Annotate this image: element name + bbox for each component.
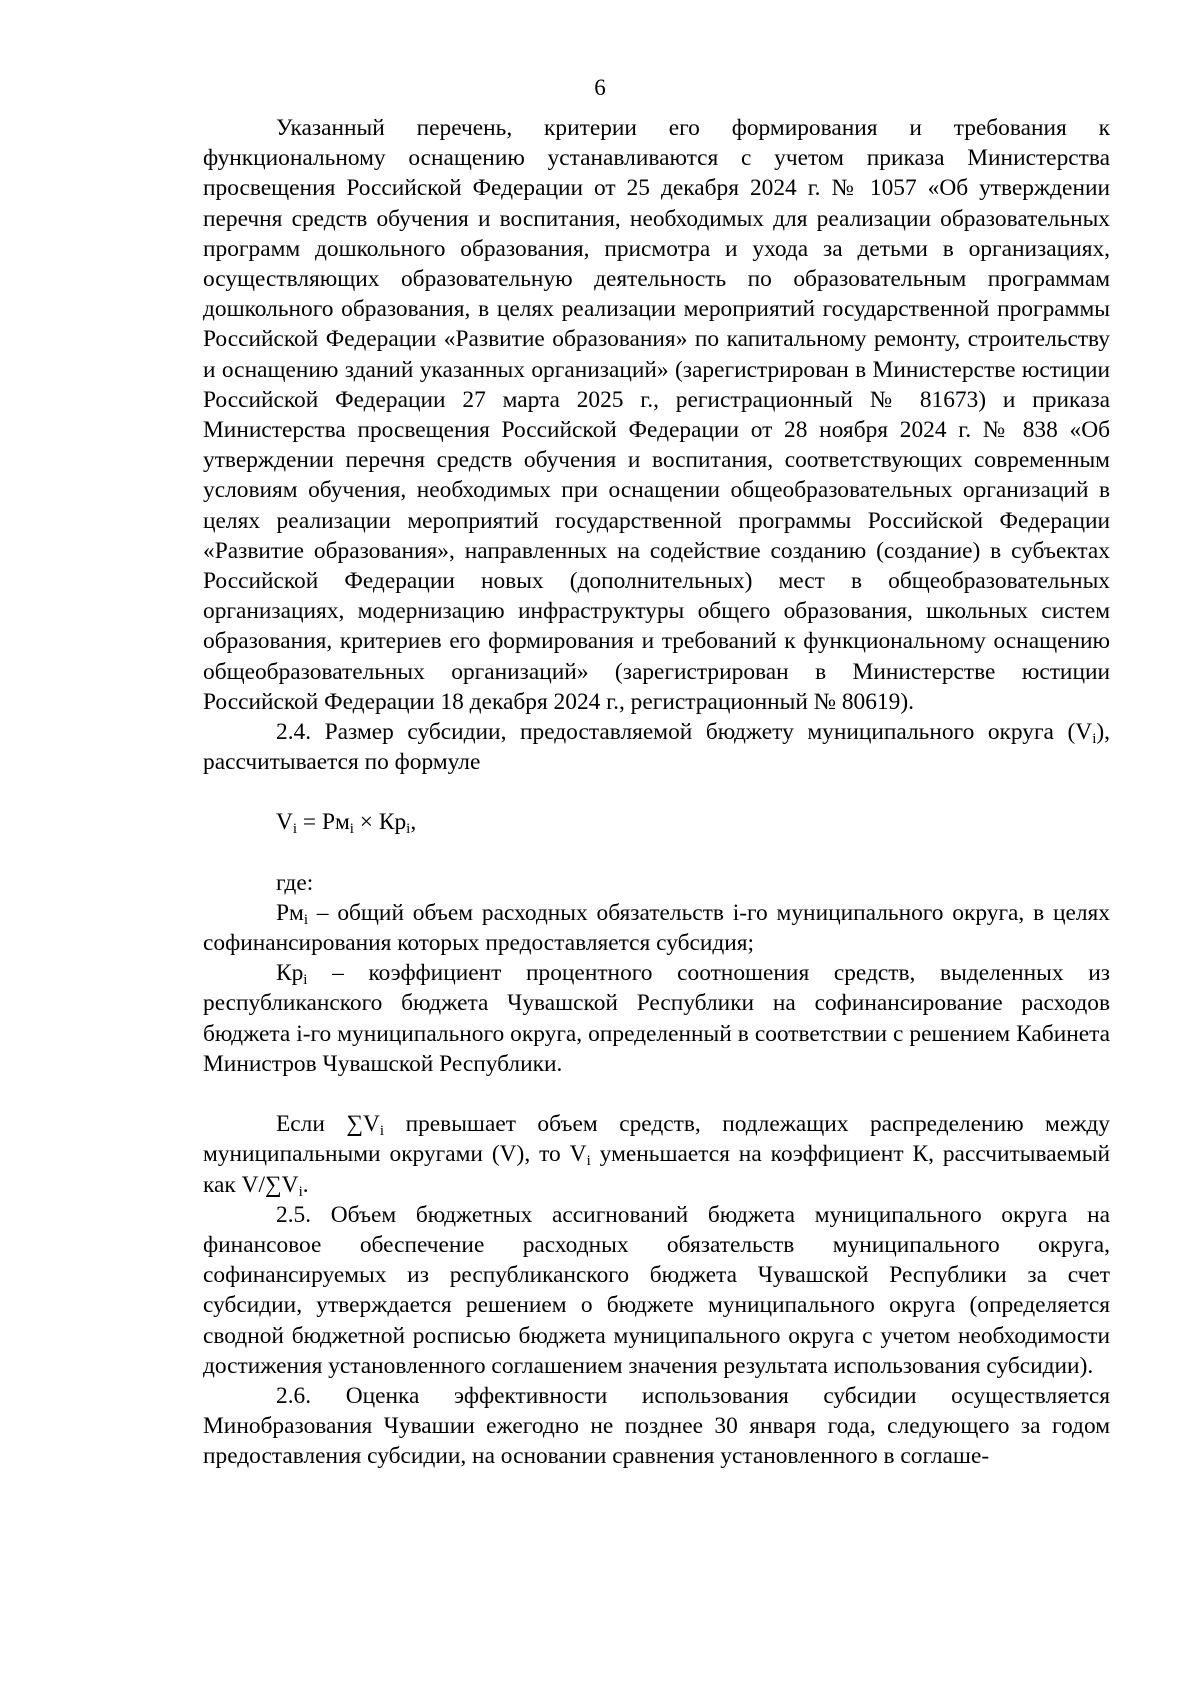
subscript: i xyxy=(406,821,411,838)
paragraph-sum-condition xyxy=(203,1109,1110,1200)
text-span: Если ∑V xyxy=(276,1111,380,1138)
formula-kp: × Кр xyxy=(353,809,407,836)
subscript: i xyxy=(379,1123,385,1140)
definition-text: – коэффициент процентного соотношения средств, выделенных из республиканского бюджета Чувашской Республики на софинансирование расходов бюджета i-го муниципального округа, определенный в соответствии с решением Кабинета Министров Чувашской Республики. xyxy=(203,960,1110,1077)
definition-pm xyxy=(203,898,1110,958)
text-span: ), рассчитывается по формуле xyxy=(203,719,1110,776)
text-span: 2.4. Размер субсидии, предоставляемой бюджету муниципального округа (V xyxy=(276,719,1093,746)
paragraph-2-5: 2.5. Объем бюджетных ассигнований бюджета муниципального округа на финансовое обеспечение расходных обязательств муниципального округа, софинансируемых из республиканского бюджета Чувашской Республики за счет субсидии, утверждается решением о бюджете муниципального округа (определяется сводной бюджетной росписью бюджета муниципального округа с учетом необходимости достижения установленного соглашением значения результата использования субсидии). xyxy=(203,1201,1110,1379)
formula-pm: = Рм xyxy=(297,809,350,836)
subscript: i xyxy=(292,821,298,838)
formula-v: V xyxy=(276,809,293,836)
subscript: i xyxy=(586,1153,591,1170)
text-span: . xyxy=(302,1171,309,1198)
text-span: превышает объем средств, подлежащих распределению между муниципальными округами (V), то V xyxy=(203,1111,1110,1168)
symbol: Кр xyxy=(276,960,304,987)
subscript: i xyxy=(1092,731,1097,748)
document-body xyxy=(203,113,1110,1472)
subscript: i xyxy=(349,821,354,838)
paragraph-2-6: 2.6. Оценка эффективности использования субсидии осуществляется Минобразования Чувашии ежегодно не позднее 30 января года, следующего за годом предоставления субсидии, на основании сравнения установленного в соглаше- xyxy=(203,1382,1110,1470)
where-label: где: xyxy=(276,869,314,896)
definition-text: – общий объем расходных обязательств i-го муниципального округа, в целях софинансирования которых предоставляется субсидия; xyxy=(203,899,1110,957)
formula-tail: , xyxy=(410,809,417,836)
definition-kp xyxy=(203,958,1110,1079)
paragraph-2-4 xyxy=(203,717,1110,777)
subscript: i xyxy=(303,972,308,989)
paragraph-list-criteria: Указанный перечень, критерии его формирования и требования к функциональному оснащению устанавливаются с учетом приказа Министерства просвещения Российской Федерации от 25 декабря 2024 г. № 1057 «Об утверждении перечня средств обучения и воспитания, необходимых для реализации образовательных программ дошкольного образования, присмотра и ухода за детьми в организациях, осуществляющих образовательную деятельность по образовательным программам дошкольного образования, в целях реализации мероприятий государственной программы Российской Федерации «Развитие образования» по капитальному ремонту, строительству и оснащению зданий указанных организаций» (зарегистрирован в Министерстве юстиции Российской Федерации 27 марта 2025 г., регистрационный № 81673) и приказа Министерства просвещения Российской Федерации от 28 ноября 2024 г. № 838 «Об утверждении перечня средств обучения и воспитания, соответствующих современным условиям обучения, необходимых при оснащении общеобразовательных организаций в целях реализации мероприятий государственной программы Российской Федерации «Развитие образования», направленных на содействие созданию (создание) в субъектах Российской Федерации новых (дополнительных) мест в общеобразовательных организациях, модернизацию инфраструктуры общего образования, школьных систем образования, критериев его формирования и требований к функциональному оснащению общеобразовательных организаций» (зарегистрирован в Министерстве юстиции Российской Федерации 18 декабря 2024 г., регистрационный № 80619). xyxy=(203,115,1110,715)
subscript: i xyxy=(298,1183,303,1200)
formula xyxy=(203,807,1110,837)
subscript: i xyxy=(303,911,308,928)
text-span: уменьшается на коэффициент К, рассчитываемый как V/∑V xyxy=(203,1141,1110,1198)
symbol: Рм xyxy=(276,899,304,926)
page-number: 6 xyxy=(594,75,606,100)
